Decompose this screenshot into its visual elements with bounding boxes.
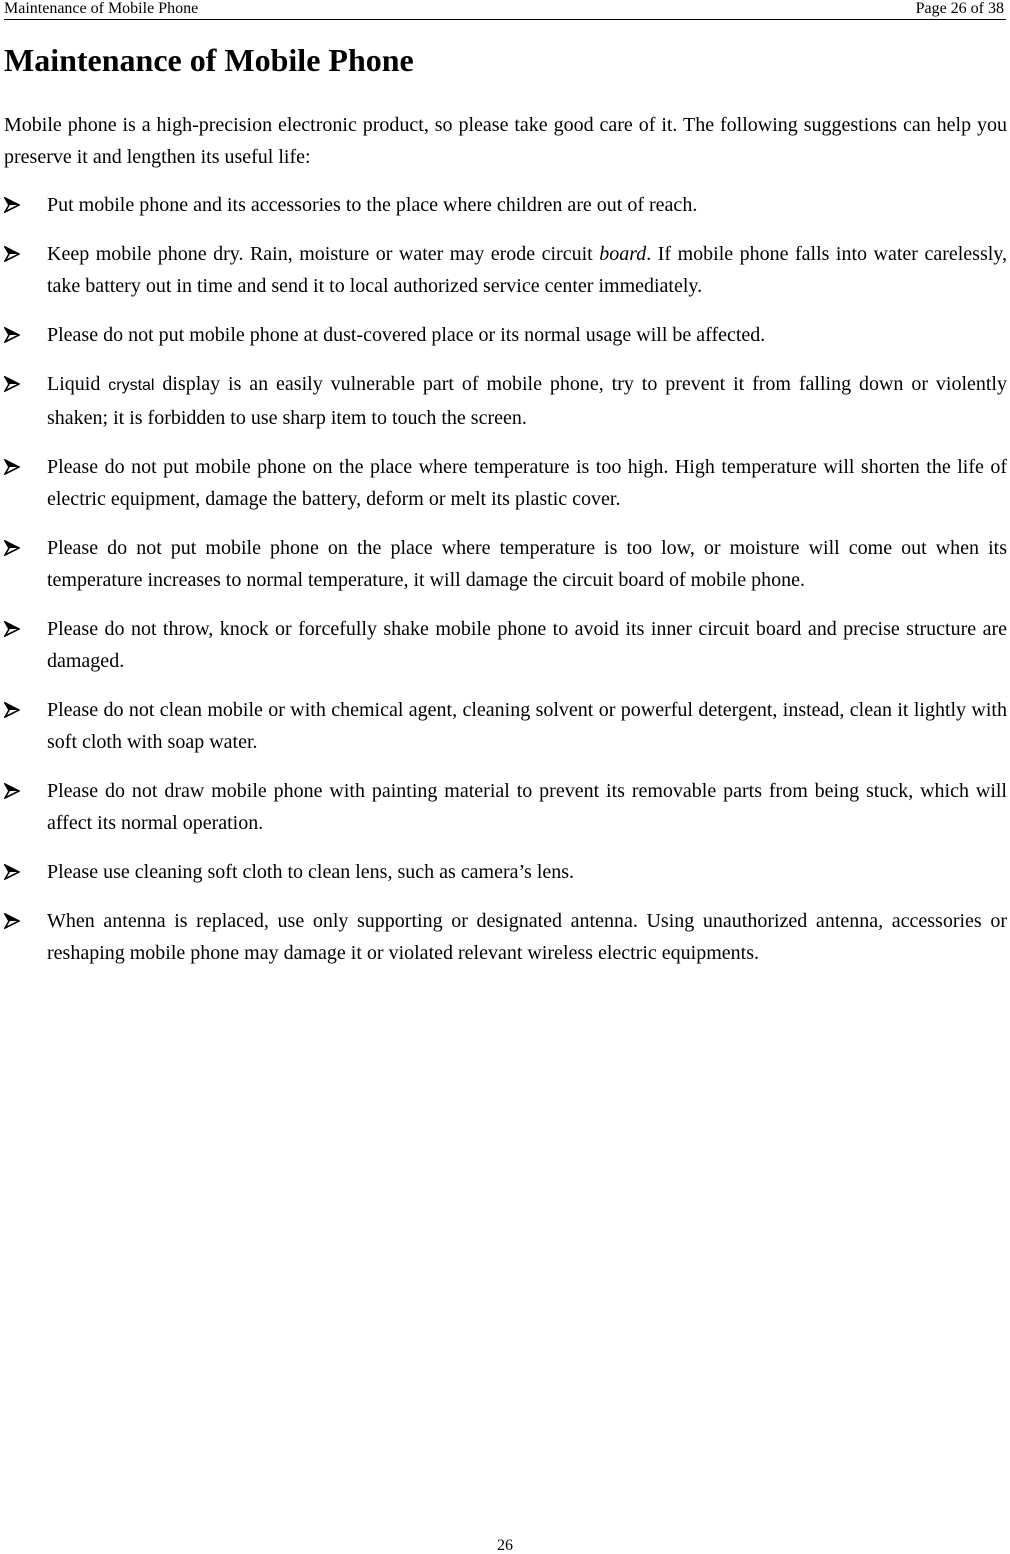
list-item-text: Put mobile phone and its accessories to the place where children are out of reach. xyxy=(47,194,698,216)
list-item-text: Please do not clean mobile or with chemical agent, cleaning solvent or powerful detergent, instead, clean it lightly with soft cloth with soap water. xyxy=(47,699,1007,753)
list-item xyxy=(4,775,1007,839)
list-item-text: Please do not put mobile phone on the place where temperature is too low, or moisture will come out when its temperature increases to normal temperature, it will damage the circuit board of mobile phone. xyxy=(47,537,1007,591)
header-page-indicator: Page 26 of 38 xyxy=(915,0,1004,17)
list-item xyxy=(4,905,1007,969)
page-title: Maintenance of Mobile Phone xyxy=(4,42,414,78)
list-item-text-start: Keep mobile phone dry. Rain, moisture or water may erode circuit xyxy=(47,243,600,265)
page-footer xyxy=(0,1537,1010,1554)
arrowhead-bullet-icon xyxy=(4,905,24,937)
arrowhead-bullet-icon xyxy=(4,775,24,807)
list-item-text: When antenna is replaced, use only supporting or designated antenna. Using unauthorized antenna, accessories or reshaping mobile phone may damage it or violated relevant wireless electric equipments. xyxy=(47,910,1007,964)
page-header xyxy=(4,0,1006,20)
list-item-emphasis: board xyxy=(599,243,647,265)
arrowhead-bullet-icon xyxy=(4,368,24,400)
list-item xyxy=(4,694,1007,758)
list-item xyxy=(4,189,1007,221)
list-item xyxy=(4,451,1007,515)
arrowhead-bullet-icon xyxy=(4,856,24,888)
arrowhead-bullet-icon xyxy=(4,238,24,270)
list-item xyxy=(4,856,1007,888)
intro-paragraph: Mobile phone is a high-precision electronic product, so please take good care of it. The following suggestions can help you preserve it and lengthen its useful life: xyxy=(4,114,1007,168)
maintenance-suggestions-list xyxy=(4,189,1007,986)
page-number: 26 xyxy=(497,1537,513,1554)
list-item-text: Please do not draw mobile phone with painting material to prevent its removable parts from being stuck, which will affect its normal operation. xyxy=(47,780,1007,834)
list-item xyxy=(4,238,1007,302)
arrowhead-bullet-icon xyxy=(4,319,24,351)
list-item-text-start: Liquid xyxy=(47,373,109,395)
arrowhead-bullet-icon xyxy=(4,451,24,483)
list-item xyxy=(4,319,1007,351)
list-item-text-end: display is an easily vulnerable part of mobile phone, try to prevent it from falling down or violently shaken; it is forbidden to use sharp item to touch the screen. xyxy=(47,373,1007,429)
arrowhead-bullet-icon xyxy=(4,532,24,564)
list-item-text: Please do not put mobile phone on the place where temperature is too high. High temperature will shorten the life of electric equipment, damage the battery, deform or melt its plastic cover. xyxy=(47,456,1007,510)
list-item-small-word: crystal xyxy=(108,377,155,394)
list-item-text: Please do not put mobile phone at dust-covered place or its normal usage will be affected. xyxy=(47,324,766,346)
list-item-text: Please use cleaning soft cloth to clean lens, such as camera’s lens. xyxy=(47,861,575,883)
list-item xyxy=(4,613,1007,677)
header-section-title: Maintenance of Mobile Phone xyxy=(4,0,199,17)
list-item xyxy=(4,532,1007,596)
arrowhead-bullet-icon xyxy=(4,189,24,221)
arrowhead-bullet-icon xyxy=(4,613,24,645)
arrowhead-bullet-icon xyxy=(4,694,24,726)
list-item-text-end: . If mobile phone falls into water carelessly, take battery out in time and send it to local authorized service center immediately. xyxy=(47,243,1007,297)
list-item xyxy=(4,368,1007,434)
list-item-text: Please do not throw, knock or forcefully shake mobile phone to avoid its inner circuit board and precise structure are damaged. xyxy=(47,618,1007,672)
